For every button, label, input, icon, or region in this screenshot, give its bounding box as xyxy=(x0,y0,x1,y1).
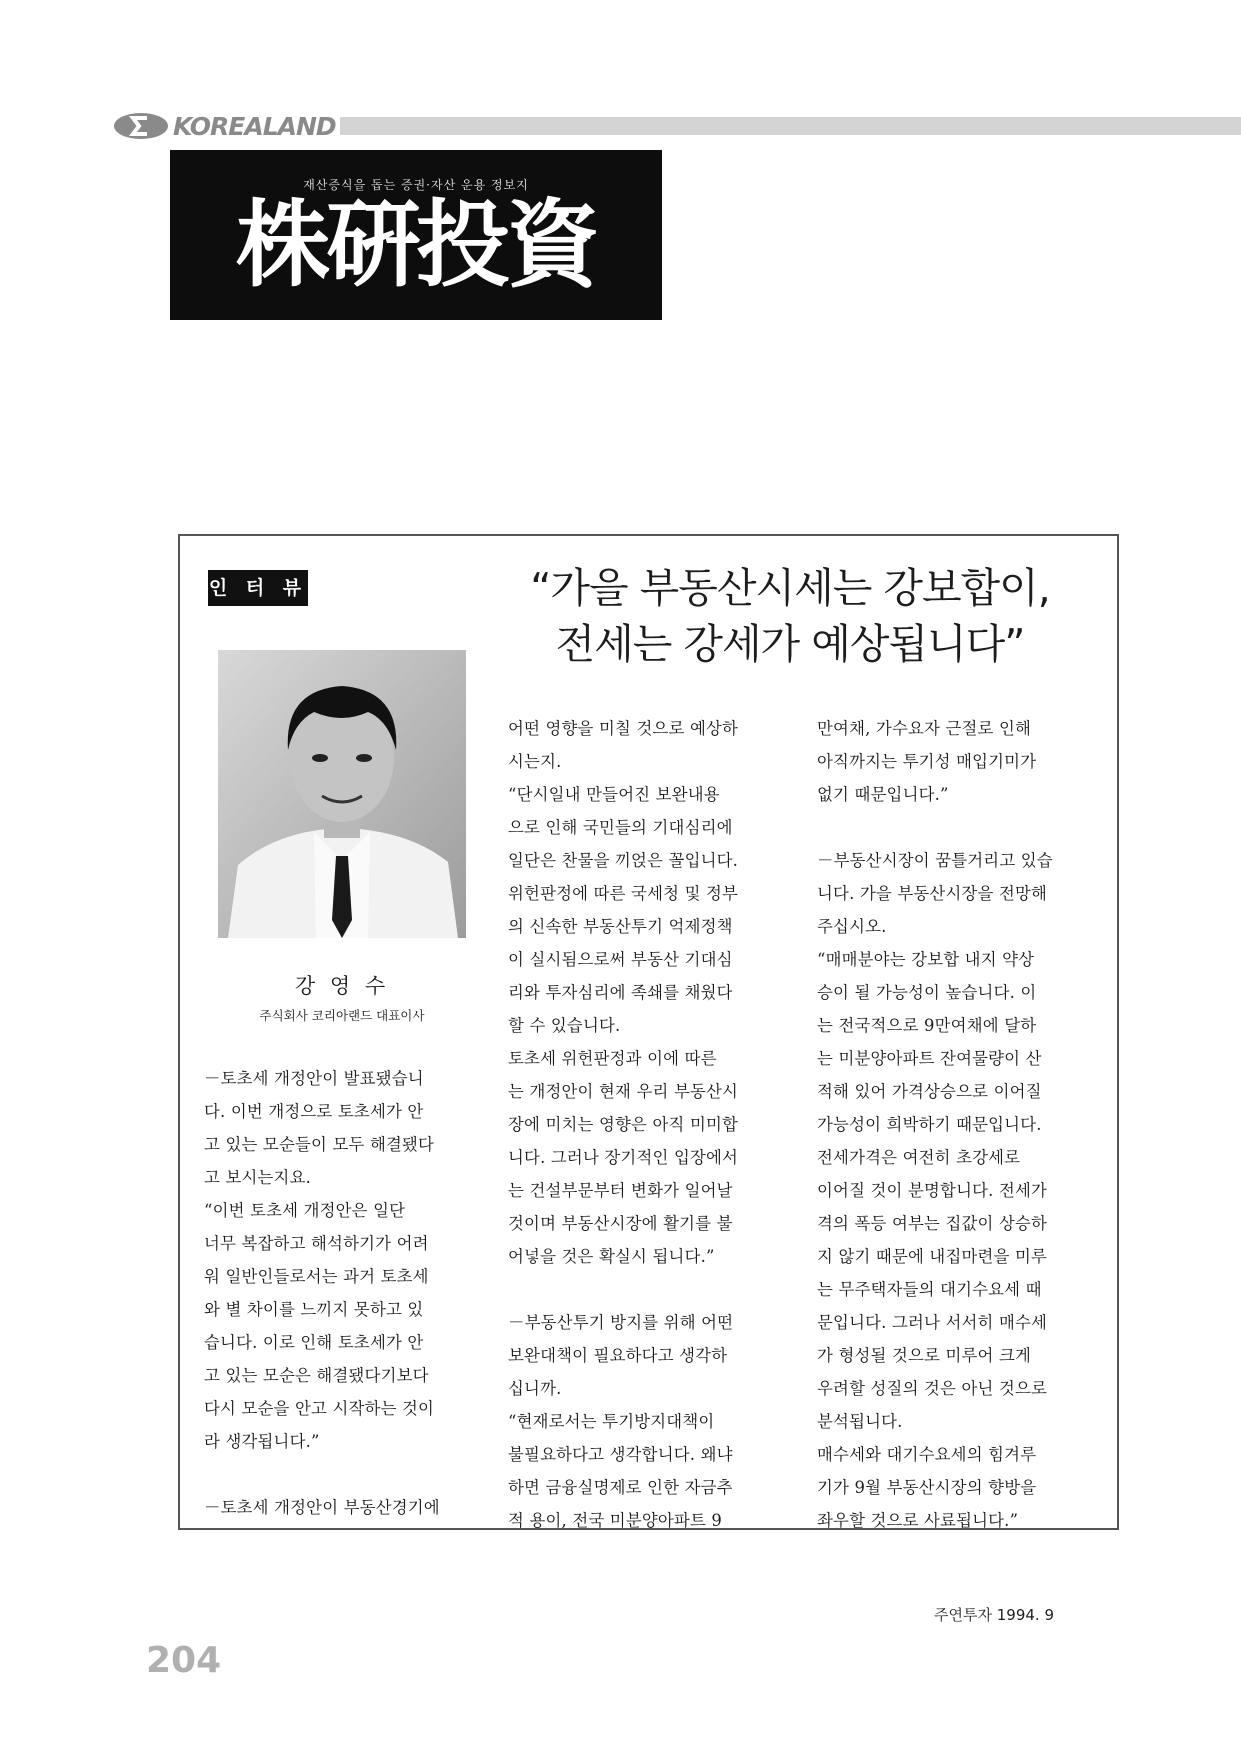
headline-line: 전세는 강세가 예상됩니다” xyxy=(555,620,1025,668)
text-line: －부동산시장이 꿈틀거리고 있습 xyxy=(817,851,1053,870)
text-line: 것이며 부동산시장에 활기를 불 xyxy=(508,1214,733,1233)
text-line: 장에 미치는 영향은 아직 미미합 xyxy=(508,1115,739,1134)
text-line: 승이 될 가능성이 높습니다. 이 xyxy=(817,983,1037,1002)
text-line: 적해 있어 가격상승으로 이어질 xyxy=(817,1082,1042,1101)
text-line: 보완대책이 필요하다고 생각하 xyxy=(508,1346,728,1365)
paragraph-gap xyxy=(508,1273,800,1306)
section-tag: 인 터 뷰 xyxy=(208,570,308,606)
text-line: 는 미분양아파트 잔여물량이 산 xyxy=(817,1049,1042,1068)
masthead-subtitle: 재산증식을 돕는 증권·자산 운용 정보지 xyxy=(303,178,529,192)
paragraph-gap xyxy=(817,811,1109,844)
text-line: 십니까. xyxy=(508,1379,562,1398)
article-column-2 xyxy=(508,712,800,1537)
text-line: 니다. 그러나 장기적인 입장에서 xyxy=(508,1148,739,1167)
brand-logo xyxy=(113,110,336,144)
text-line: 이어질 것이 분명합니다. 전세가 xyxy=(817,1181,1048,1200)
text-line: 와 별 차이를 느끼지 못하고 있 xyxy=(204,1300,424,1319)
text-line: 할 수 있습니다. xyxy=(508,1016,621,1035)
text-line: 가능성이 희박하기 때문입니다. xyxy=(817,1115,1042,1134)
text-line: 라 생각됩니다.” xyxy=(204,1432,320,1451)
text-line: 가 형성될 것으로 미루어 크게 xyxy=(817,1346,1032,1365)
text-line: －토초세 개정안이 부동산경기에 xyxy=(204,1498,440,1517)
article-headline xyxy=(510,560,1070,672)
text-line: 매수세와 대기수요세의 힘겨루 xyxy=(817,1445,1037,1464)
masthead-title: 株硏投資 xyxy=(235,191,596,300)
text-line: 토초세 위헌판정과 이에 따른 xyxy=(508,1049,717,1068)
text-line: －토초세 개정안이 발표됐습니 xyxy=(204,1069,424,1088)
text-line: 주십시오. xyxy=(817,917,887,936)
koreland-emblem-icon xyxy=(113,112,169,140)
text-line: 워 일반인들로서는 과거 토초세 xyxy=(204,1267,429,1286)
interviewee-photo xyxy=(218,650,466,938)
brand-name: KOREALAND xyxy=(173,112,336,141)
text-line: 없기 때문입니다.” xyxy=(817,785,949,804)
text-line: 우려할 성질의 것은 아닌 것으로 xyxy=(817,1379,1048,1398)
text-line: “현재로서는 투기방지대책이 xyxy=(508,1412,715,1431)
text-line: 는 개정안이 현재 우리 부동산시 xyxy=(508,1082,739,1101)
text-line: 리와 투자심리에 족쇄를 채웠다 xyxy=(508,983,733,1002)
text-line: 는 전국적으로 9만여채에 달하 xyxy=(817,1016,1037,1035)
text-line: 다. 이번 개정으로 토초세가 안 xyxy=(204,1102,424,1121)
text-line: 고 보시는지요. xyxy=(204,1168,312,1187)
text-line: 불필요하다고 생각합니다. 왜냐 xyxy=(508,1445,733,1464)
text-line: 적 용이, 전국 미분양아파트 9 xyxy=(508,1511,723,1530)
headline-line: “가을 부동산시세는 강보합이, xyxy=(530,564,1050,612)
text-line: 전세가격은 여전히 초강세로 xyxy=(817,1148,1021,1167)
interviewee-name: 강 영 수 xyxy=(294,974,390,998)
text-line: 시는지. xyxy=(508,752,562,771)
text-line: 어떤 영향을 미칠 것으로 예상하 xyxy=(508,719,739,738)
text-line: 니다. 가을 부동산시장을 전망해 xyxy=(817,884,1048,903)
text-line: 일단은 찬물을 끼얹은 꼴입니다. xyxy=(508,851,739,870)
text-line: 기가 9월 부동산시장의 향방을 xyxy=(817,1478,1037,1497)
text-line: 의 신속한 부동산투기 억제정책 xyxy=(508,917,733,936)
text-line: 위헌판정에 따른 국세청 및 정부 xyxy=(508,884,739,903)
magazine-masthead xyxy=(170,150,662,320)
text-line: “단시일내 만들어진 보완내용 xyxy=(508,785,720,804)
text-line: 는 무주택자들의 대기수요세 때 xyxy=(817,1280,1042,1299)
text-line: 너무 복잡하고 해석하기가 어려 xyxy=(204,1234,429,1253)
text-line: 하면 금융실명제로 인한 자금추 xyxy=(508,1478,733,1497)
text-line: 어넣을 것은 확실시 됩니다.” xyxy=(508,1247,715,1266)
interview-article xyxy=(178,534,1119,1530)
text-line: 만여채, 가수요자 근절로 인해 xyxy=(817,719,1032,738)
text-line: 아직까지는 투기성 매입기미가 xyxy=(817,752,1037,771)
text-line: 문입니다. 그러나 서서히 매수세 xyxy=(817,1313,1048,1332)
publication-source: 주연투자 1994. 9 xyxy=(934,1606,1054,1624)
text-line: 는 건설부문부터 변화가 일어날 xyxy=(508,1181,733,1200)
interviewee-title: 주식회사 코리아랜드 대표이사 xyxy=(259,1008,425,1023)
text-line: 습니다. 이로 인해 토초세가 안 xyxy=(204,1333,424,1352)
text-line: 격의 폭등 여부는 집값이 상승하 xyxy=(817,1214,1048,1233)
text-line: 고 있는 모순은 해결됐다기보다 xyxy=(204,1366,429,1385)
article-column-1 xyxy=(204,1062,484,1524)
text-line: 좌우할 것으로 사료됩니다.” xyxy=(817,1511,1019,1530)
paragraph-gap xyxy=(204,1458,484,1491)
page-number: 204 xyxy=(146,1640,222,1681)
text-line: “이번 토초세 개정안은 일단 xyxy=(204,1201,406,1220)
header-rule-bar xyxy=(340,117,1241,135)
text-line: 지 않기 때문에 내집마련을 미루 xyxy=(817,1247,1048,1266)
text-line: 고 있는 모순들이 모두 해결됐다 xyxy=(204,1135,435,1154)
text-line: 다시 모순을 안고 시작하는 것이 xyxy=(204,1399,435,1418)
text-line: “매매분야는 강보합 내지 약상 xyxy=(817,950,1035,969)
text-line: 으로 인해 국민들의 기대심리에 xyxy=(508,818,733,837)
article-column-3 xyxy=(817,712,1109,1537)
text-line: －부동산투기 방지를 위해 어떤 xyxy=(508,1313,734,1332)
portrait-illustration xyxy=(218,650,466,938)
text-line: 분석됩니다. xyxy=(817,1412,903,1431)
text-line: 이 실시됨으로써 부동산 기대심 xyxy=(508,950,733,969)
